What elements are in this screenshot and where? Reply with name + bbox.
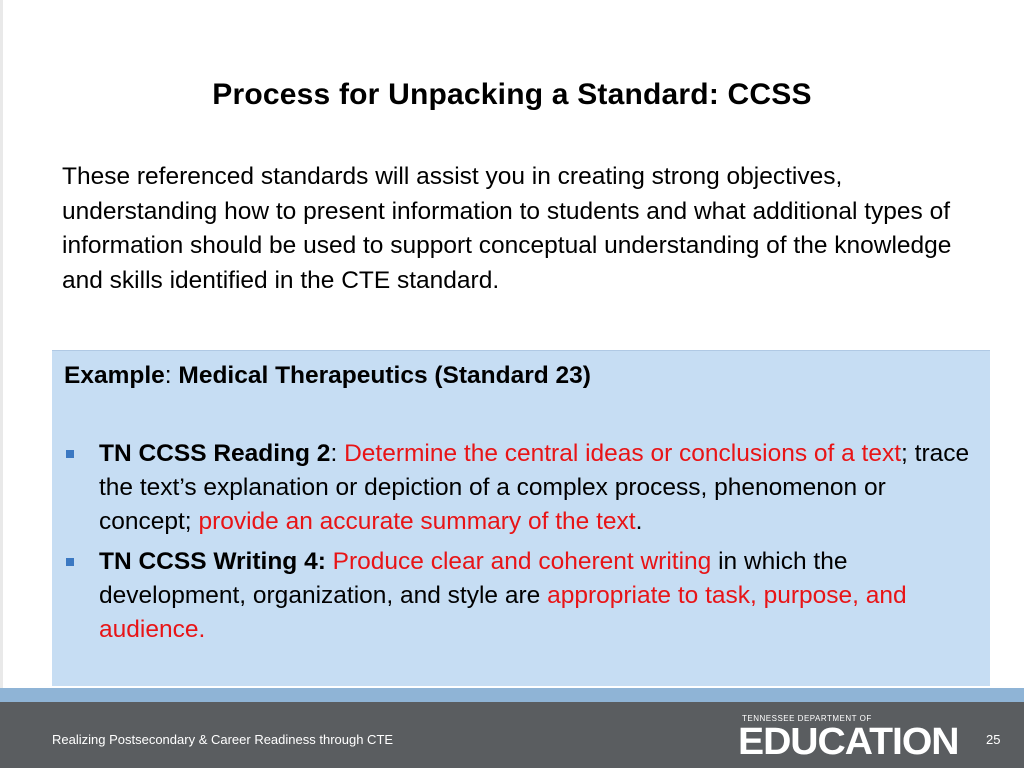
- standard-text: .: [635, 508, 643, 535]
- square-bullet-icon: [66, 558, 74, 566]
- example-heading: [64, 361, 591, 391]
- standard-highlight: Determine the central ideas or conclusions of a text: [344, 440, 902, 467]
- footer-bar: [0, 702, 1024, 768]
- example-box: [52, 350, 990, 686]
- education-logo: [738, 714, 972, 761]
- logo-wordmark: EDUCATION: [738, 721, 959, 763]
- square-bullet-icon: [66, 450, 74, 458]
- footer-text: Realizing Postsecondary & Career Readiness through CTE: [52, 732, 394, 747]
- standard-text: ; trace the text’s explanation or depiction of a complex process, phenomenon or concept;: [99, 440, 970, 535]
- standard-label: TN CCSS Reading 2: [99, 440, 331, 467]
- standard-separator: :: [330, 440, 345, 467]
- logo-subtitle: TENNESSEE DEPARTMENT OF: [742, 714, 872, 723]
- list-item: [52, 545, 990, 647]
- footer-stripe: [0, 688, 1024, 702]
- standards-list: [52, 437, 990, 647]
- standard-highlight: provide an accurate summary of the text: [198, 508, 636, 535]
- standard-highlight: Produce clear and coherent writing: [332, 548, 712, 575]
- standard-label: TN CCSS Writing 4:: [99, 548, 326, 575]
- standard-text: in which the development, organization, and style are: [99, 548, 848, 609]
- example-title: Medical Therapeutics (Standard 23): [178, 362, 591, 389]
- example-colon: :: [164, 362, 172, 389]
- page-number: 25: [986, 732, 1001, 747]
- intro-paragraph: These referenced standards will assist you in creating strong objectives, understanding how to present information to students and what additional types of information should be used to support conceptual understanding of the knowledge and skills identified in the CTE standard.: [62, 163, 952, 294]
- slide-title: Process for Unpacking a Standard: CCSS: [212, 78, 812, 111]
- example-label: Example: [64, 362, 165, 389]
- standard-highlight: appropriate to task, purpose, and audience.: [99, 582, 907, 643]
- standard-separator: [326, 548, 333, 575]
- list-item: [52, 437, 990, 539]
